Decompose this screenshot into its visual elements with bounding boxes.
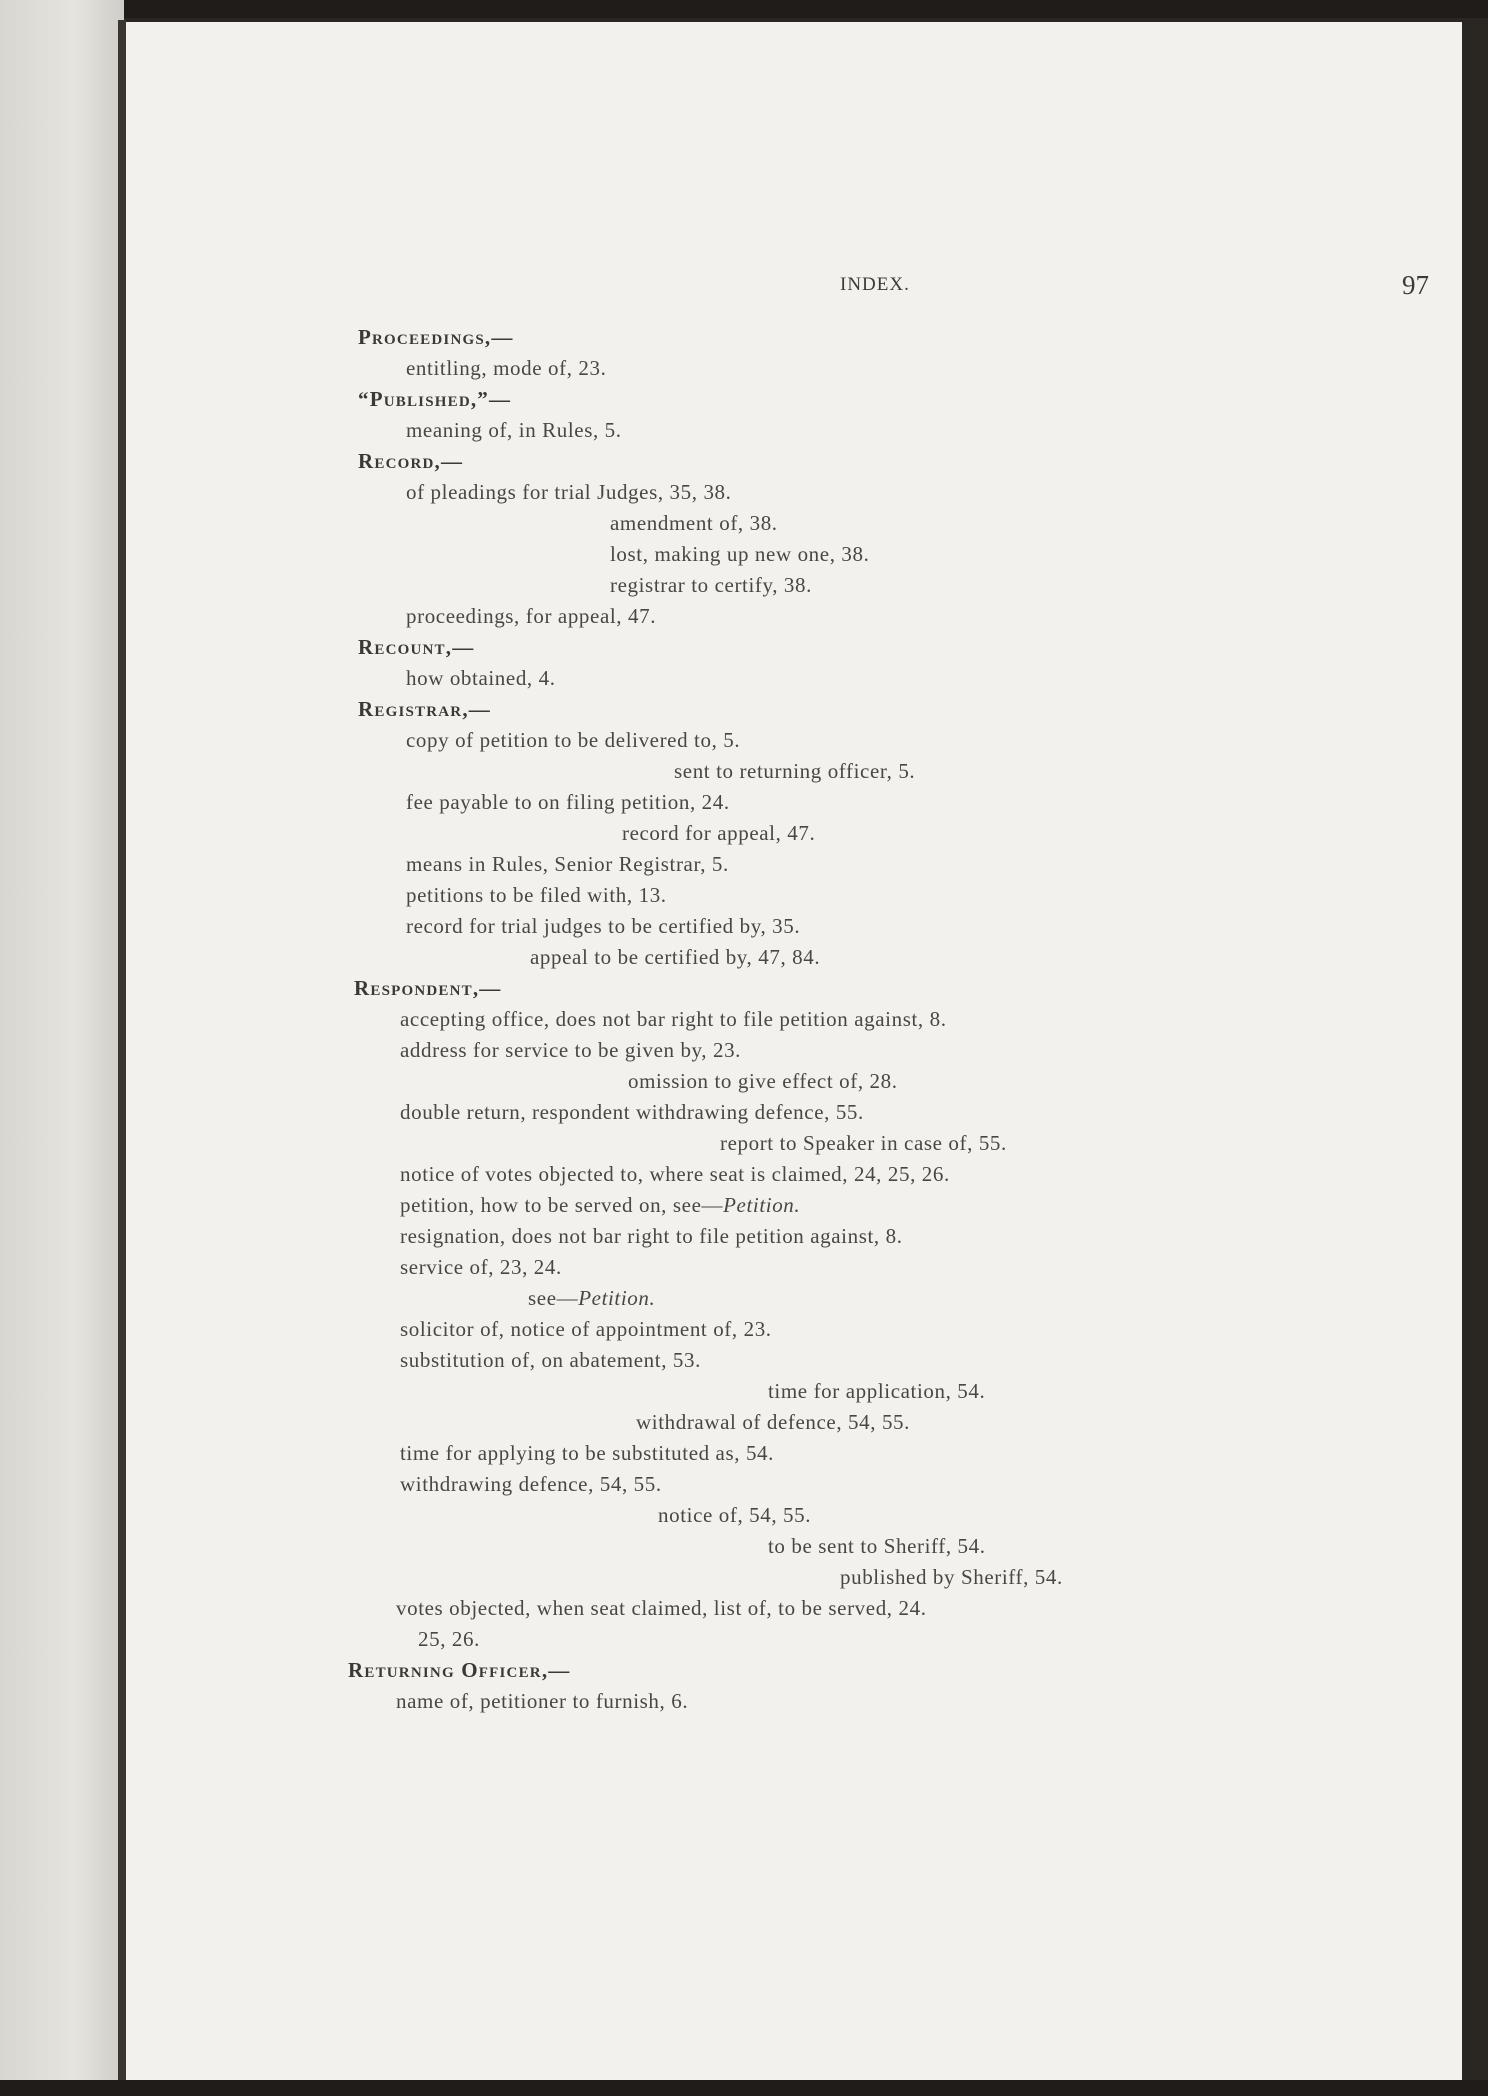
index-subentry — [768, 1376, 985, 1406]
index-subentry — [530, 942, 820, 972]
index-subentry — [400, 1314, 772, 1344]
entry-text: appeal to be certified by, 47, 84. — [530, 945, 821, 969]
entry-text: proceedings, for appeal, 47. — [406, 604, 657, 628]
entry-text: fee payable to on filing petition, 24. — [406, 790, 730, 814]
running-head — [126, 270, 1462, 300]
entry-text: Respondent,— — [354, 976, 502, 1000]
index-heading — [358, 694, 491, 724]
entry-text: record for trial judges to be certified by, 35. — [406, 914, 801, 938]
index-subentry — [400, 1345, 701, 1375]
scan-bottom-border — [0, 2080, 1488, 2096]
index-heading — [358, 446, 463, 476]
entry-text: Registrar,— — [358, 697, 491, 721]
entry-text: notice of votes objected to, where seat is claimed, 24, 25, 26. — [400, 1162, 950, 1186]
scan-top-border — [0, 0, 1488, 18]
index-subentry — [636, 1407, 910, 1437]
entry-text: sent to returning officer, 5. — [674, 759, 916, 783]
index-subentry — [400, 1221, 903, 1251]
entry-text: to be sent to Sheriff, 54. — [768, 1534, 986, 1558]
index-subentry — [622, 818, 815, 848]
entry-text: 25, 26. — [418, 1627, 480, 1651]
index-subentry — [400, 1252, 562, 1282]
index-subentry — [406, 911, 800, 941]
index-subentry — [406, 725, 740, 755]
index-subentry — [610, 508, 778, 538]
entry-text: amendment of, 38. — [610, 511, 778, 535]
entry-text: notice of, 54, 55. — [658, 1503, 812, 1527]
entry-text: petition, how to be served on, see— — [400, 1193, 724, 1217]
index-subentry — [658, 1500, 811, 1530]
entry-text: how obtained, 4. — [406, 666, 556, 690]
index-subentry — [674, 756, 915, 786]
index-subentry — [528, 1283, 655, 1313]
facing-page-edge — [0, 0, 124, 2096]
entry-text: service of, 23, 24. — [400, 1255, 562, 1279]
index-subentry — [406, 849, 729, 879]
index-subentry — [418, 1624, 480, 1654]
index-subentry — [406, 415, 622, 445]
entry-text: address for service to be given by, 23. — [400, 1038, 742, 1062]
index-heading — [358, 384, 511, 414]
entry-text: name of, petitioner to furnish, 6. — [396, 1689, 689, 1713]
entry-text: entitling, mode of, 23. — [406, 356, 607, 380]
entry-text: substitution of, on abatement, 53. — [400, 1348, 701, 1372]
index-page — [126, 22, 1462, 2080]
entry-text: published by Sheriff, 54. — [840, 1565, 1063, 1589]
cross-reference: Petition. — [578, 1286, 656, 1310]
entry-text: double return, respondent withdrawing defence, 55. — [400, 1100, 864, 1124]
index-subentry — [406, 663, 556, 693]
page-number: 97 — [1402, 270, 1429, 300]
index-subentry — [396, 1686, 688, 1716]
entry-text: Recount,— — [358, 635, 475, 659]
entry-text: Record,— — [358, 449, 464, 473]
index-subentry — [406, 787, 730, 817]
entry-text: omission to give effect of, 28. — [628, 1069, 898, 1093]
entry-text: Returning Officer,— — [348, 1658, 571, 1682]
entry-text: “Published,”— — [358, 387, 512, 411]
index-subentry — [400, 1190, 800, 1220]
entry-text: Proceedings,— — [358, 325, 514, 349]
index-subentry — [406, 477, 732, 507]
entry-text: registrar to certify, 38. — [610, 573, 812, 597]
entry-text: see— — [528, 1286, 579, 1310]
entry-text: means in Rules, Senior Registrar, 5. — [406, 852, 729, 876]
entry-text: lost, making up new one, 38. — [610, 542, 870, 566]
index-subentry — [610, 570, 812, 600]
index-subentry — [400, 1159, 950, 1189]
index-subentry — [400, 1004, 947, 1034]
entry-text: copy of petition to be delivered to, 5. — [406, 728, 741, 752]
index-subentry — [400, 1097, 864, 1127]
index-subentry — [400, 1035, 741, 1065]
entry-text: solicitor of, notice of appointment of, 23. — [400, 1317, 772, 1341]
book-gutter — [118, 20, 126, 2090]
index-subentry — [406, 880, 667, 910]
entry-text: time for applying to be substituted as, 54. — [400, 1441, 775, 1465]
index-subentry — [628, 1066, 898, 1096]
index-subentry — [406, 353, 606, 383]
index-subentry — [396, 1593, 927, 1623]
entry-text: votes objected, when seat claimed, list of, to be served, 24. — [396, 1596, 927, 1620]
running-head-title: INDEX. — [840, 274, 910, 295]
index-heading — [348, 1655, 570, 1685]
index-heading — [358, 322, 514, 352]
index-subentry — [840, 1562, 1063, 1592]
cross-reference: Petition. — [723, 1193, 801, 1217]
entry-text: accepting office, does not bar right to file petition against, 8. — [400, 1007, 947, 1031]
entry-text: withdrawal of defence, 54, 55. — [636, 1410, 910, 1434]
entry-text: record for appeal, 47. — [622, 821, 816, 845]
entry-text: resignation, does not bar right to file petition against, 8. — [400, 1224, 903, 1248]
index-heading — [358, 632, 474, 662]
entry-text: time for application, 54. — [768, 1379, 986, 1403]
index-subentry — [720, 1128, 1007, 1158]
entry-text: withdrawing defence, 54, 55. — [400, 1472, 662, 1496]
index-heading — [354, 973, 502, 1003]
entry-text: report to Speaker in case of, 55. — [720, 1131, 1007, 1155]
entry-text: of pleadings for trial Judges, 35, 38. — [406, 480, 732, 504]
index-subentry — [610, 539, 869, 569]
entry-text: meaning of, in Rules, 5. — [406, 418, 622, 442]
index-subentry — [768, 1531, 986, 1561]
entry-text: petitions to be filed with, 13. — [406, 883, 667, 907]
index-subentry — [400, 1438, 774, 1468]
index-subentry — [406, 601, 656, 631]
index-subentry — [400, 1469, 662, 1499]
